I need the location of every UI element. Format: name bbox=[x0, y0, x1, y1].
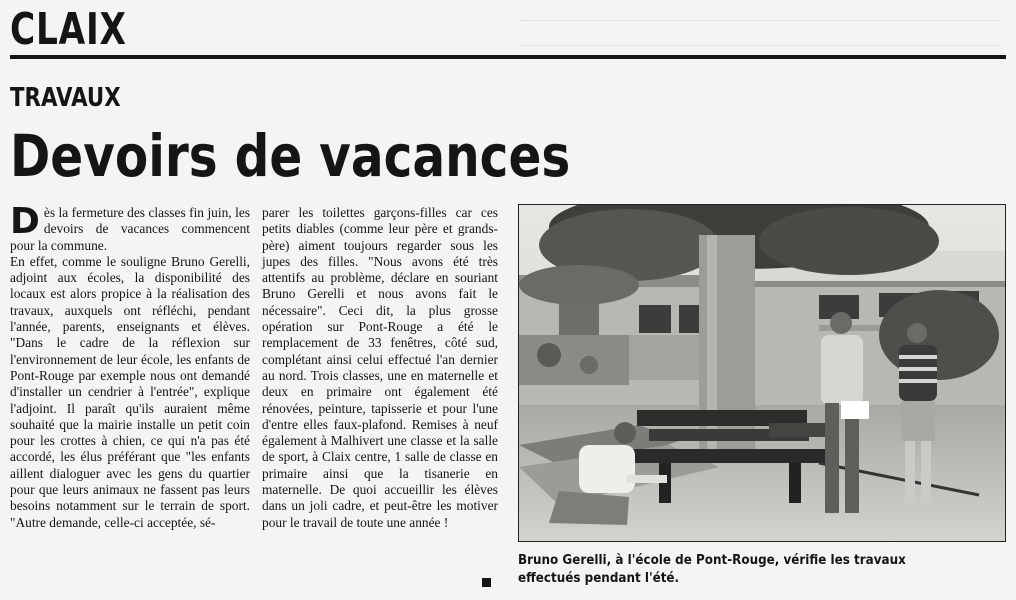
article-headline: Devoirs de vacances bbox=[10, 122, 571, 190]
drop-cap: D bbox=[10, 201, 40, 242]
paragraph-2: En effet, comme le souligne Bruno Gerelli, adjoint aux écoles, la disponibilité des locaux est alors propice à la réalisation des travaux, auxquels ont réfléchi, pendant l'année, parents, enseignants et élèves. "Dans le cadre de la réflexion sur l'environnement de leur école, les enfants de Pont-Rouge par exemple nous ont demandé d'installer un cendrier à l'entrée", explique l'adjoint. Il paraît qu'ils auraient même souhaité que la mairie installe un petit coin pour les crottes à chien, ce qui n'a pas été accordé, les élus préférant que "les enfants aillent dialoguer avec les gens du quartier pour que leurs animaux ne fassent pas leurs besoins notamment sur le terrain de sport. "Autre demande, celle-ci acceptée, sé- bbox=[10, 253, 250, 530]
photo-illustration bbox=[519, 205, 1005, 541]
bleed-through-text bbox=[520, 6, 1000, 56]
article-column-1 bbox=[10, 201, 250, 531]
section-title: CLAIX bbox=[10, 4, 127, 55]
photo-caption: Bruno Gerelli, à l'école de Pont-Rouge, vérifie les travaux effectués pendant l'été. bbox=[518, 553, 906, 586]
end-of-article-mark bbox=[482, 578, 491, 587]
article-photo bbox=[518, 204, 1006, 542]
paragraph-3: parer les toilettes garçons-filles car ces petits diables (comme leur père et grands-père) aiment toujours regarder sous les jupes des filles. "Nous avons été très attentifs au problème, déclare en souriant Bruno Gerelli et nous avons fait le nécessaire". Ceci dit, la plus grosse opération sur Pont-Rouge a été le remplacement de 33 fenêtres, côté sud, complétant ainsi celui effectué l'an dernier au nord. Trois classes, une en maternelle et deux en primaire ont également été rénovées, peinture, tapisserie et pour l'une d'entre elles faux-plafond. Remises à neuf également à Malhivert une classe et la salle de sport, à Claix centre, 1 salle de classe en primaire ainsi que la tisanerie en maternelle. De quoi accueillir les élèves dans un joli cadre, et peut-être les motiver pour le travail de toute une année ! bbox=[262, 205, 498, 530]
article-kicker: TRAVAUX bbox=[10, 83, 121, 113]
paragraph-1: ès la fermeture des classes fin juin, les devoirs de vacances commencent pour la commune. bbox=[10, 205, 250, 253]
article-column-2 bbox=[262, 205, 498, 531]
